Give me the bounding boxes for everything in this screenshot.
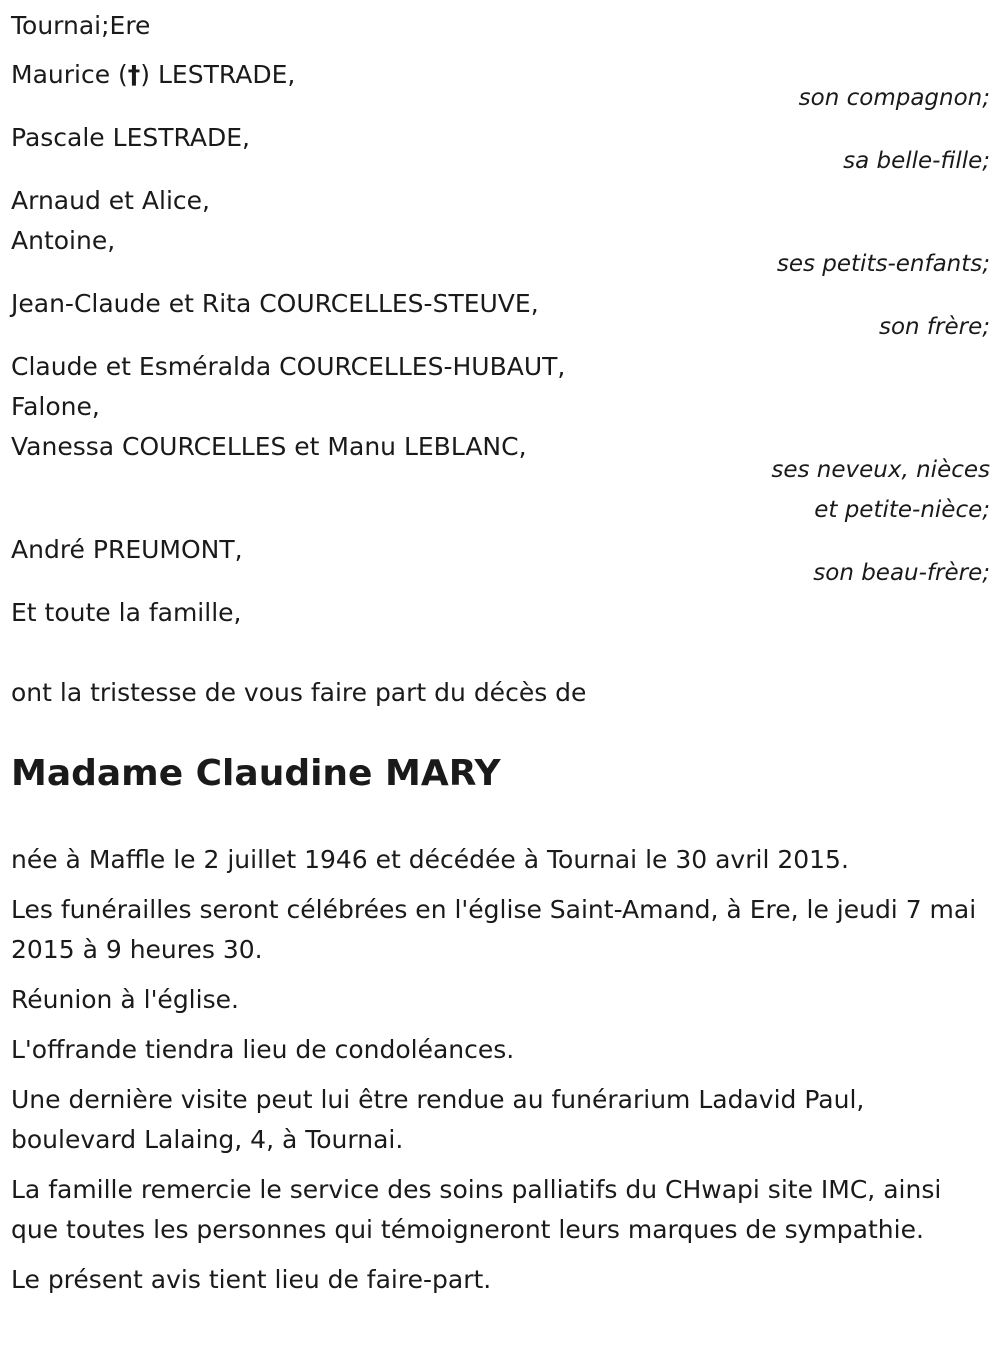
name-suffix: ) LESTRADE,: [140, 60, 296, 89]
family-member-name: [11, 55, 295, 95]
family-member-name: Pascale LESTRADE,: [11, 123, 250, 152]
family-role: sa belle-fille;: [843, 148, 990, 174]
details-section: [11, 840, 979, 1300]
detail-paragraph: L'offrande tiendra lieu de condoléances.: [11, 1035, 515, 1064]
family-member-name: André PREUMONT,: [11, 535, 243, 564]
family-member-name: Jean-Claude et Rita COURCELLES-STEUVE,: [11, 289, 539, 318]
detail-paragraph: La famille remercie le service des soins palliatifs du CHwapi site IMC, ainsi que toutes les personnes qui témoigneront leurs marques de sympathie.: [11, 1175, 942, 1244]
family-role: son beau-frère;: [813, 560, 990, 586]
family-role: son frère;: [878, 314, 990, 340]
detail-paragraph: Le présent avis tient lieu de faire-part.: [11, 1265, 492, 1294]
detail-paragraph: Une dernière visite peut lui être rendue au funérarium Ladavid Paul, boulevard Lalaing, 4, à Tournai.: [11, 1085, 865, 1154]
family-role: et petite-nièce;: [814, 497, 990, 523]
detail-paragraph: Réunion à l'église.: [11, 985, 239, 1014]
family-member-name: Et toute la famille,: [11, 598, 242, 627]
family-member-name: Falone,: [11, 392, 100, 421]
detail-paragraph: Les funérailles seront célébrées en l'église Saint-Amand, à Ere, le jeudi 7 mai 2015 à 9 heures 30.: [11, 895, 977, 964]
family-role: ses petits-enfants;: [776, 251, 990, 277]
name-prefix: Maurice (: [11, 60, 128, 89]
family-member-name: Vanessa COURCELLES et Manu LEBLANC,: [11, 432, 527, 461]
announcement-text: ont la tristesse de vous faire part du décès de: [11, 678, 587, 707]
family-member-name: Claude et Esméralda COURCELLES-HUBAUT,: [11, 352, 566, 381]
cross-icon: †: [127, 60, 141, 89]
deceased-name: Madame Claudine MARY: [11, 753, 501, 794]
family-role: son compagnon;: [798, 85, 990, 111]
family-member-name: Arnaud et Alice,: [11, 186, 210, 215]
detail-paragraph: née à Maffle le 2 juillet 1946 et décédée à Tournai le 30 avril 2015.: [11, 845, 849, 874]
location-line: Tournai;Ere: [11, 11, 151, 40]
family-role: ses neveux, nièces: [771, 457, 990, 483]
family-member-name: Antoine,: [11, 226, 116, 255]
